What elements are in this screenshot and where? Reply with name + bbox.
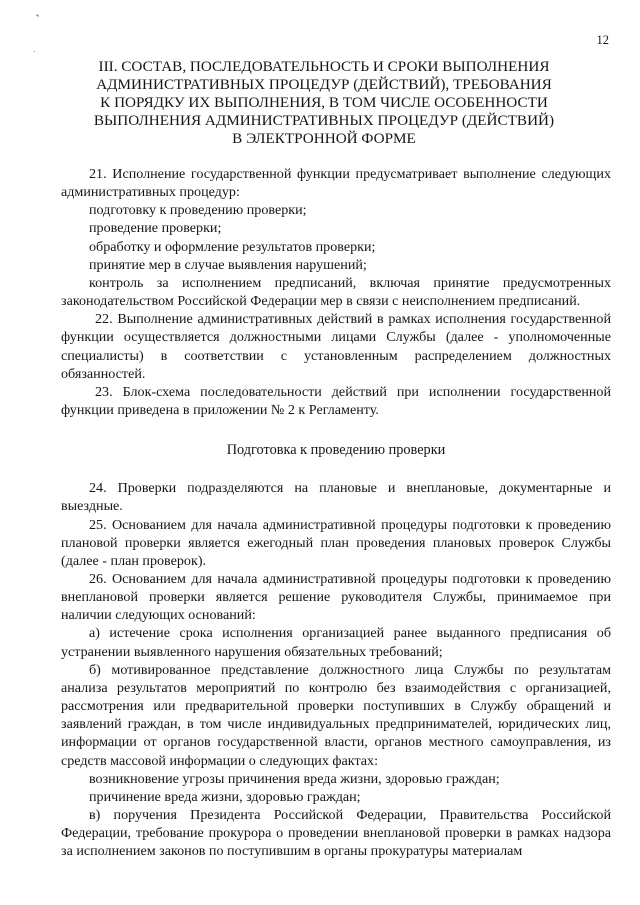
- paragraph-24: 24. Проверки подразделяются на плановые и внеплановые, документарные и выездные.: [61, 480, 611, 515]
- list-item: проведение проверки;: [89, 220, 222, 237]
- list-item: возникновение угрозы причинения вреда жизни, здоровью граждан;: [89, 770, 500, 787]
- section-title: [40, 58, 608, 148]
- list-item: контроль за исполнением предписаний, включая принятие предусмотренных законодательством Российской Федерации мер в связи с неисполнением предписаний.: [61, 274, 611, 310]
- list-item: причинение вреда жизни, здоровью граждан;: [89, 788, 361, 805]
- document-body: [61, 165, 611, 860]
- section-title-line: ВЫПОЛНЕНИЯ АДМИНИСТРАТИВНЫХ ПРОЦЕДУР (ДЕЙСТВИЙ): [93, 112, 555, 129]
- section-title-line: К ПОРЯДКУ ИХ ВЫПОЛНЕНИЯ, В ТОМ ЧИСЛЕ ОСОБЕННОСТИ: [100, 94, 548, 111]
- list-item: в) поручения Президента Российской Федерации, Правительства Российской Федерации, требование прокурора о проведении внеплановой проверки в рамках надзора за исполнением законов по поступившим в органы прокуратуры материалам: [61, 807, 611, 860]
- paragraph-25: 25. Основанием для начала административной процедуры подготовки к проведению плановой проверки является ежегодный план проведения плановых проверок Службы (далее - план проверок).: [61, 516, 611, 569]
- scan-speck: [34, 51, 35, 52]
- section-title-line: III. СОСТАВ, ПОСЛЕДОВАТЕЛЬНОСТЬ И СРОКИ ВЫПОЛНЕНИЯ: [98, 58, 550, 75]
- list-item: а) истечение срока исполнения организацией ранее выданного предписания об устранении выявленного нарушения обязательных требований;: [61, 625, 611, 660]
- scan-speck: [36, 14, 39, 17]
- section-title-line: В ЭЛЕКТРОННОЙ ФОРМЕ: [232, 130, 416, 147]
- paragraph-26: 26. Основанием для начала административной процедуры подготовки к проведению внеплановой проверки является решение руководителя Службы, принимаемое при наличии следующих оснований:: [61, 570, 611, 624]
- list-item: обработку и оформление результатов проверки;: [89, 238, 376, 255]
- paragraph-21: 21. Исполнение государственной функции предусматривает выполнение следующих административных процедур:: [61, 166, 611, 201]
- subsection-title: Подготовка к проведению проверки: [226, 442, 446, 459]
- list-item: принятие мер в случае выявления нарушений;: [89, 256, 367, 273]
- section-title-line: АДМИНИСТРАТИВНЫХ ПРОЦЕДУР (ДЕЙСТВИЙ), ТРЕБОВАНИЯ: [96, 76, 552, 93]
- list-item: подготовку к проведению проверки;: [89, 202, 307, 219]
- paragraph-23: 23. Блок-схема последовательности действий при исполнении государственной функции приведена в приложении № 2 к Регламенту.: [61, 383, 611, 419]
- page-number: 12: [596, 33, 609, 47]
- paragraph-22: 22. Выполнение административных действий в рамках исполнения государственной функции осуществляется должностными лицами Службы (далее - уполномоченные специалисты) в соответствии с установленным распределением должностных обязанностей.: [61, 311, 611, 382]
- list-item: б) мотивированное представление должностного лица Службы по результатам анализа результатов мероприятий по контролю без взаимодействия с организацией, рассмотрения или предварительной проверки поступивших в Службу обращений и заявлений граждан, в том числе индивидуальных предпринимателей, юридических лиц, информации от органов государственной власти, органов местного самоуправления, из средств массовой информации о следующих фактах:: [61, 661, 611, 769]
